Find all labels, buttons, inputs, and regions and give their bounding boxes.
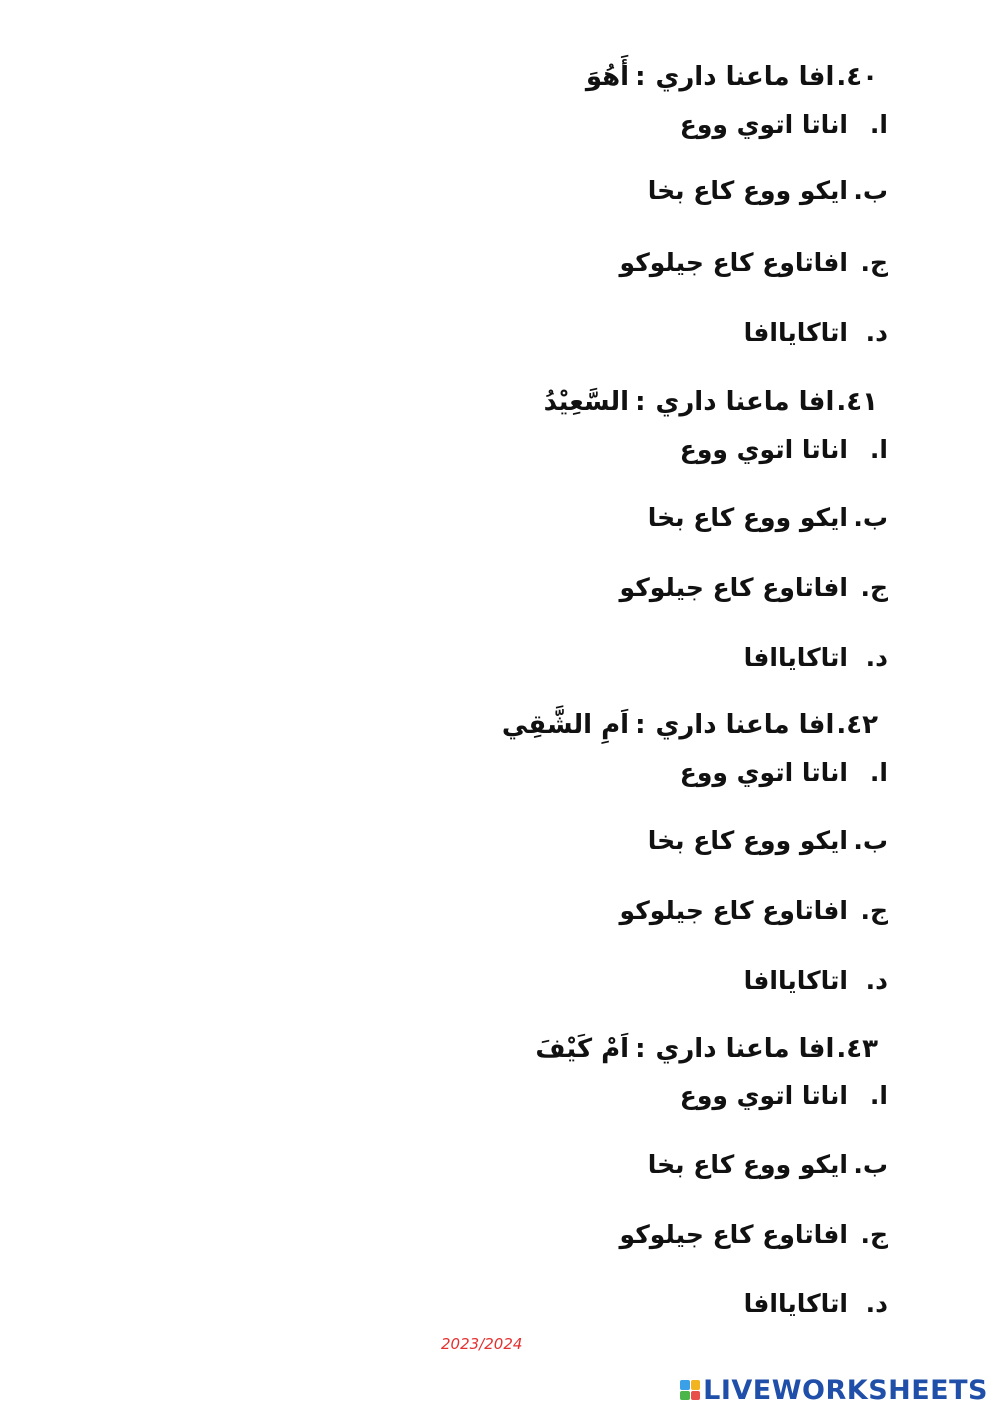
option-letter: ب. xyxy=(853,826,888,855)
question-title xyxy=(535,1036,878,1062)
option-text: اتاكاياافا xyxy=(743,318,848,347)
question-term: أَهُوَ xyxy=(585,62,630,92)
liveworksheets-logo-icon xyxy=(680,1380,700,1400)
option-c[interactable] xyxy=(620,250,888,275)
question-colon: : xyxy=(635,1034,646,1064)
option-text: افاتاوع كاع جيلوكو xyxy=(619,1220,848,1249)
option-a[interactable] xyxy=(680,760,888,785)
option-a[interactable] xyxy=(680,112,888,137)
option-c[interactable] xyxy=(620,1222,888,1247)
option-text: افاتاوع كاع جيلوكو xyxy=(619,896,848,925)
option-text: ايكو ووع كاع بخا xyxy=(647,826,848,855)
option-text: اناتا اتوي ووع xyxy=(679,110,848,139)
option-text: افاتاوع كاع جيلوكو xyxy=(619,573,848,602)
option-d[interactable] xyxy=(744,320,888,345)
option-text: ايكو ووع كاع بخا xyxy=(647,176,848,205)
option-letter: د. xyxy=(865,318,888,347)
option-d[interactable] xyxy=(744,645,888,670)
question-prompt: افا ماعنا داري xyxy=(655,1034,835,1064)
option-letter: ج. xyxy=(860,248,888,277)
option-b[interactable] xyxy=(648,828,888,853)
option-a[interactable] xyxy=(680,437,888,462)
option-d[interactable] xyxy=(744,1291,888,1316)
question-number: ٤٣. xyxy=(836,1034,878,1064)
option-letter: ج. xyxy=(860,896,888,925)
brand-name: LIVEWORKSHEETS xyxy=(703,1374,988,1406)
option-text: اناتا اتوي ووع xyxy=(679,435,848,464)
option-text: افاتاوع كاع جيلوكو xyxy=(619,248,848,277)
option-text: اتاكاياافا xyxy=(743,966,848,995)
option-letter: ا. xyxy=(869,758,888,787)
question-colon: : xyxy=(635,387,646,417)
option-text: اناتا اتوي ووع xyxy=(679,1081,848,1110)
option-letter: ا. xyxy=(869,1081,888,1110)
option-b[interactable] xyxy=(648,505,888,530)
question-prompt: افا ماعنا داري xyxy=(655,387,835,417)
option-d[interactable] xyxy=(744,968,888,993)
option-text: ايكو ووع كاع بخا xyxy=(647,503,848,532)
question-title xyxy=(502,712,878,738)
question-colon: : xyxy=(635,710,646,740)
option-letter: ا. xyxy=(869,110,888,139)
option-b[interactable] xyxy=(648,178,888,203)
footer-year: 2023/2024 xyxy=(441,1335,523,1353)
question-term: السَّعِيْدُ xyxy=(543,387,630,417)
option-a[interactable] xyxy=(680,1083,888,1108)
question-title xyxy=(586,64,878,90)
question-number: ٤٠. xyxy=(836,62,878,92)
option-c[interactable] xyxy=(620,898,888,923)
option-text: اتاكاياافا xyxy=(743,1289,848,1318)
question-colon: : xyxy=(635,62,646,92)
option-text: اتاكاياافا xyxy=(743,643,848,672)
question-prompt: افا ماعنا داري xyxy=(655,710,835,740)
option-letter: ج. xyxy=(860,573,888,602)
question-term: اَمِ الشَّقِي xyxy=(501,710,630,740)
option-letter: ا. xyxy=(869,435,888,464)
question-prompt: افا ماعنا داري xyxy=(655,62,835,92)
option-letter: ج. xyxy=(860,1220,888,1249)
option-letter: د. xyxy=(865,643,888,672)
option-text: ايكو ووع كاع بخا xyxy=(647,1150,848,1179)
option-letter: ب. xyxy=(853,176,888,205)
question-number: ٤١. xyxy=(836,387,878,417)
option-text: اناتا اتوي ووع xyxy=(679,758,848,787)
question-number: ٤٢. xyxy=(836,710,878,740)
option-b[interactable] xyxy=(648,1152,888,1177)
question-title xyxy=(544,389,878,415)
option-letter: ب. xyxy=(853,1150,888,1179)
option-letter: ب. xyxy=(853,503,888,532)
option-c[interactable] xyxy=(620,575,888,600)
option-letter: د. xyxy=(865,1289,888,1318)
question-term: اَمْ كَيْفَ xyxy=(535,1034,630,1064)
liveworksheets-logo xyxy=(680,1375,988,1405)
option-letter: د. xyxy=(865,966,888,995)
